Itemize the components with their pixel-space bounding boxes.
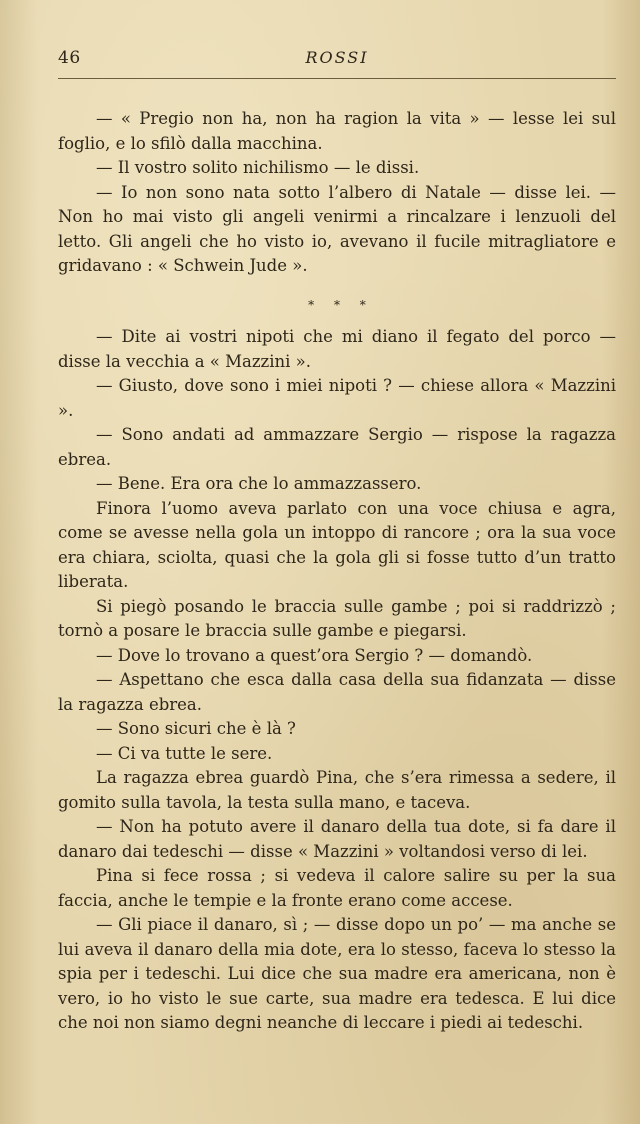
paragraph: — Io non sono nata sotto l’albero di Natale — disse lei. — Non ho mai visto gli angeli venirmi a rincalzare i lenzuoli del letto. Gli angeli che ho visto io, avevano il fucile mitragliatore e gridavano : « Schwein Jude ». — [58, 182, 616, 275]
paragraph: — Sono sicuri che è là ? — [96, 719, 296, 738]
header-rule — [58, 78, 616, 79]
paragraph: — Giusto, dove sono i miei nipoti ? — chiese allora « Mazzini ». — [58, 376, 616, 420]
paragraph: — Il vostro solito nichilismo — le dissi. — [96, 158, 420, 177]
section-separator: * * * — [308, 297, 374, 312]
paragraph: Pina si fece rossa ; si vedeva il calore salire su per la sua faccia, anche le tempie e la fronte erano come accese. — [58, 866, 616, 910]
paragraph: Finora l’uomo aveva parlato con una voce chiusa e agra, come se avesse nella gola un intoppo di rancore ; ora la sua voce era chiara, sciolta, quasi che la gola gli si fosse tutto d’un tratto liberata. — [58, 498, 616, 591]
page-number: 46 — [58, 48, 81, 68]
page-header — [58, 48, 616, 74]
paragraph: — Bene. Era ora che lo ammazzassero. — [96, 474, 422, 493]
paragraph: Si piegò posando le braccia sulle gambe ; poi si raddrizzò ; tornò a posare le braccia sulle gambe e piegarsi. — [58, 596, 616, 640]
paragraph: — Dite ai vostri nipoti che mi diano il fegato del porco — disse la vecchia a « Mazzini ». — [58, 327, 616, 371]
paragraph: — Sono andati ad ammazzare Sergio — rispose la ragazza ebrea. — [58, 425, 616, 469]
paragraph: — Dove lo trovano a quest’ora Sergio ? — domandò. — [96, 645, 533, 665]
running-head: ROSSI — [305, 48, 369, 67]
paragraph: — Aspettano che esca dalla casa della sua fidanzata — disse la ragazza ebrea. — [58, 670, 616, 714]
paragraph: — Ci va tutte le sere. — [96, 743, 273, 763]
paragraph: — Non ha potuto avere il danaro della tua dote, si fa dare il danaro dai tedeschi — disse « Mazzini » voltandosi verso di lei. — [58, 817, 616, 861]
paragraph: — « Pregio non ha, non ha ragion la vita » — lesse lei sul foglio, e lo sfilò dalla macchina. — [58, 109, 616, 153]
paragraph: La ragazza ebrea guardò Pina, che s’era rimessa a sedere, il gomito sulla tavola, la testa sulla mano, e taceva. — [58, 768, 616, 812]
body-text — [58, 107, 616, 1036]
paragraph: — Gli piace il danaro, sì ; — disse dopo un po’ — ma anche se lui aveva il danaro della mia dote, era lo stesso, faceva lo stesso la spia per i tedeschi. Lui dice che sua madre era americana, non è vero, io ho visto le sue carte, sua madre era tedesca. E lui dice che noi non siamo degni neanche di leccare i piedi ai tedeschi. — [58, 915, 616, 1032]
